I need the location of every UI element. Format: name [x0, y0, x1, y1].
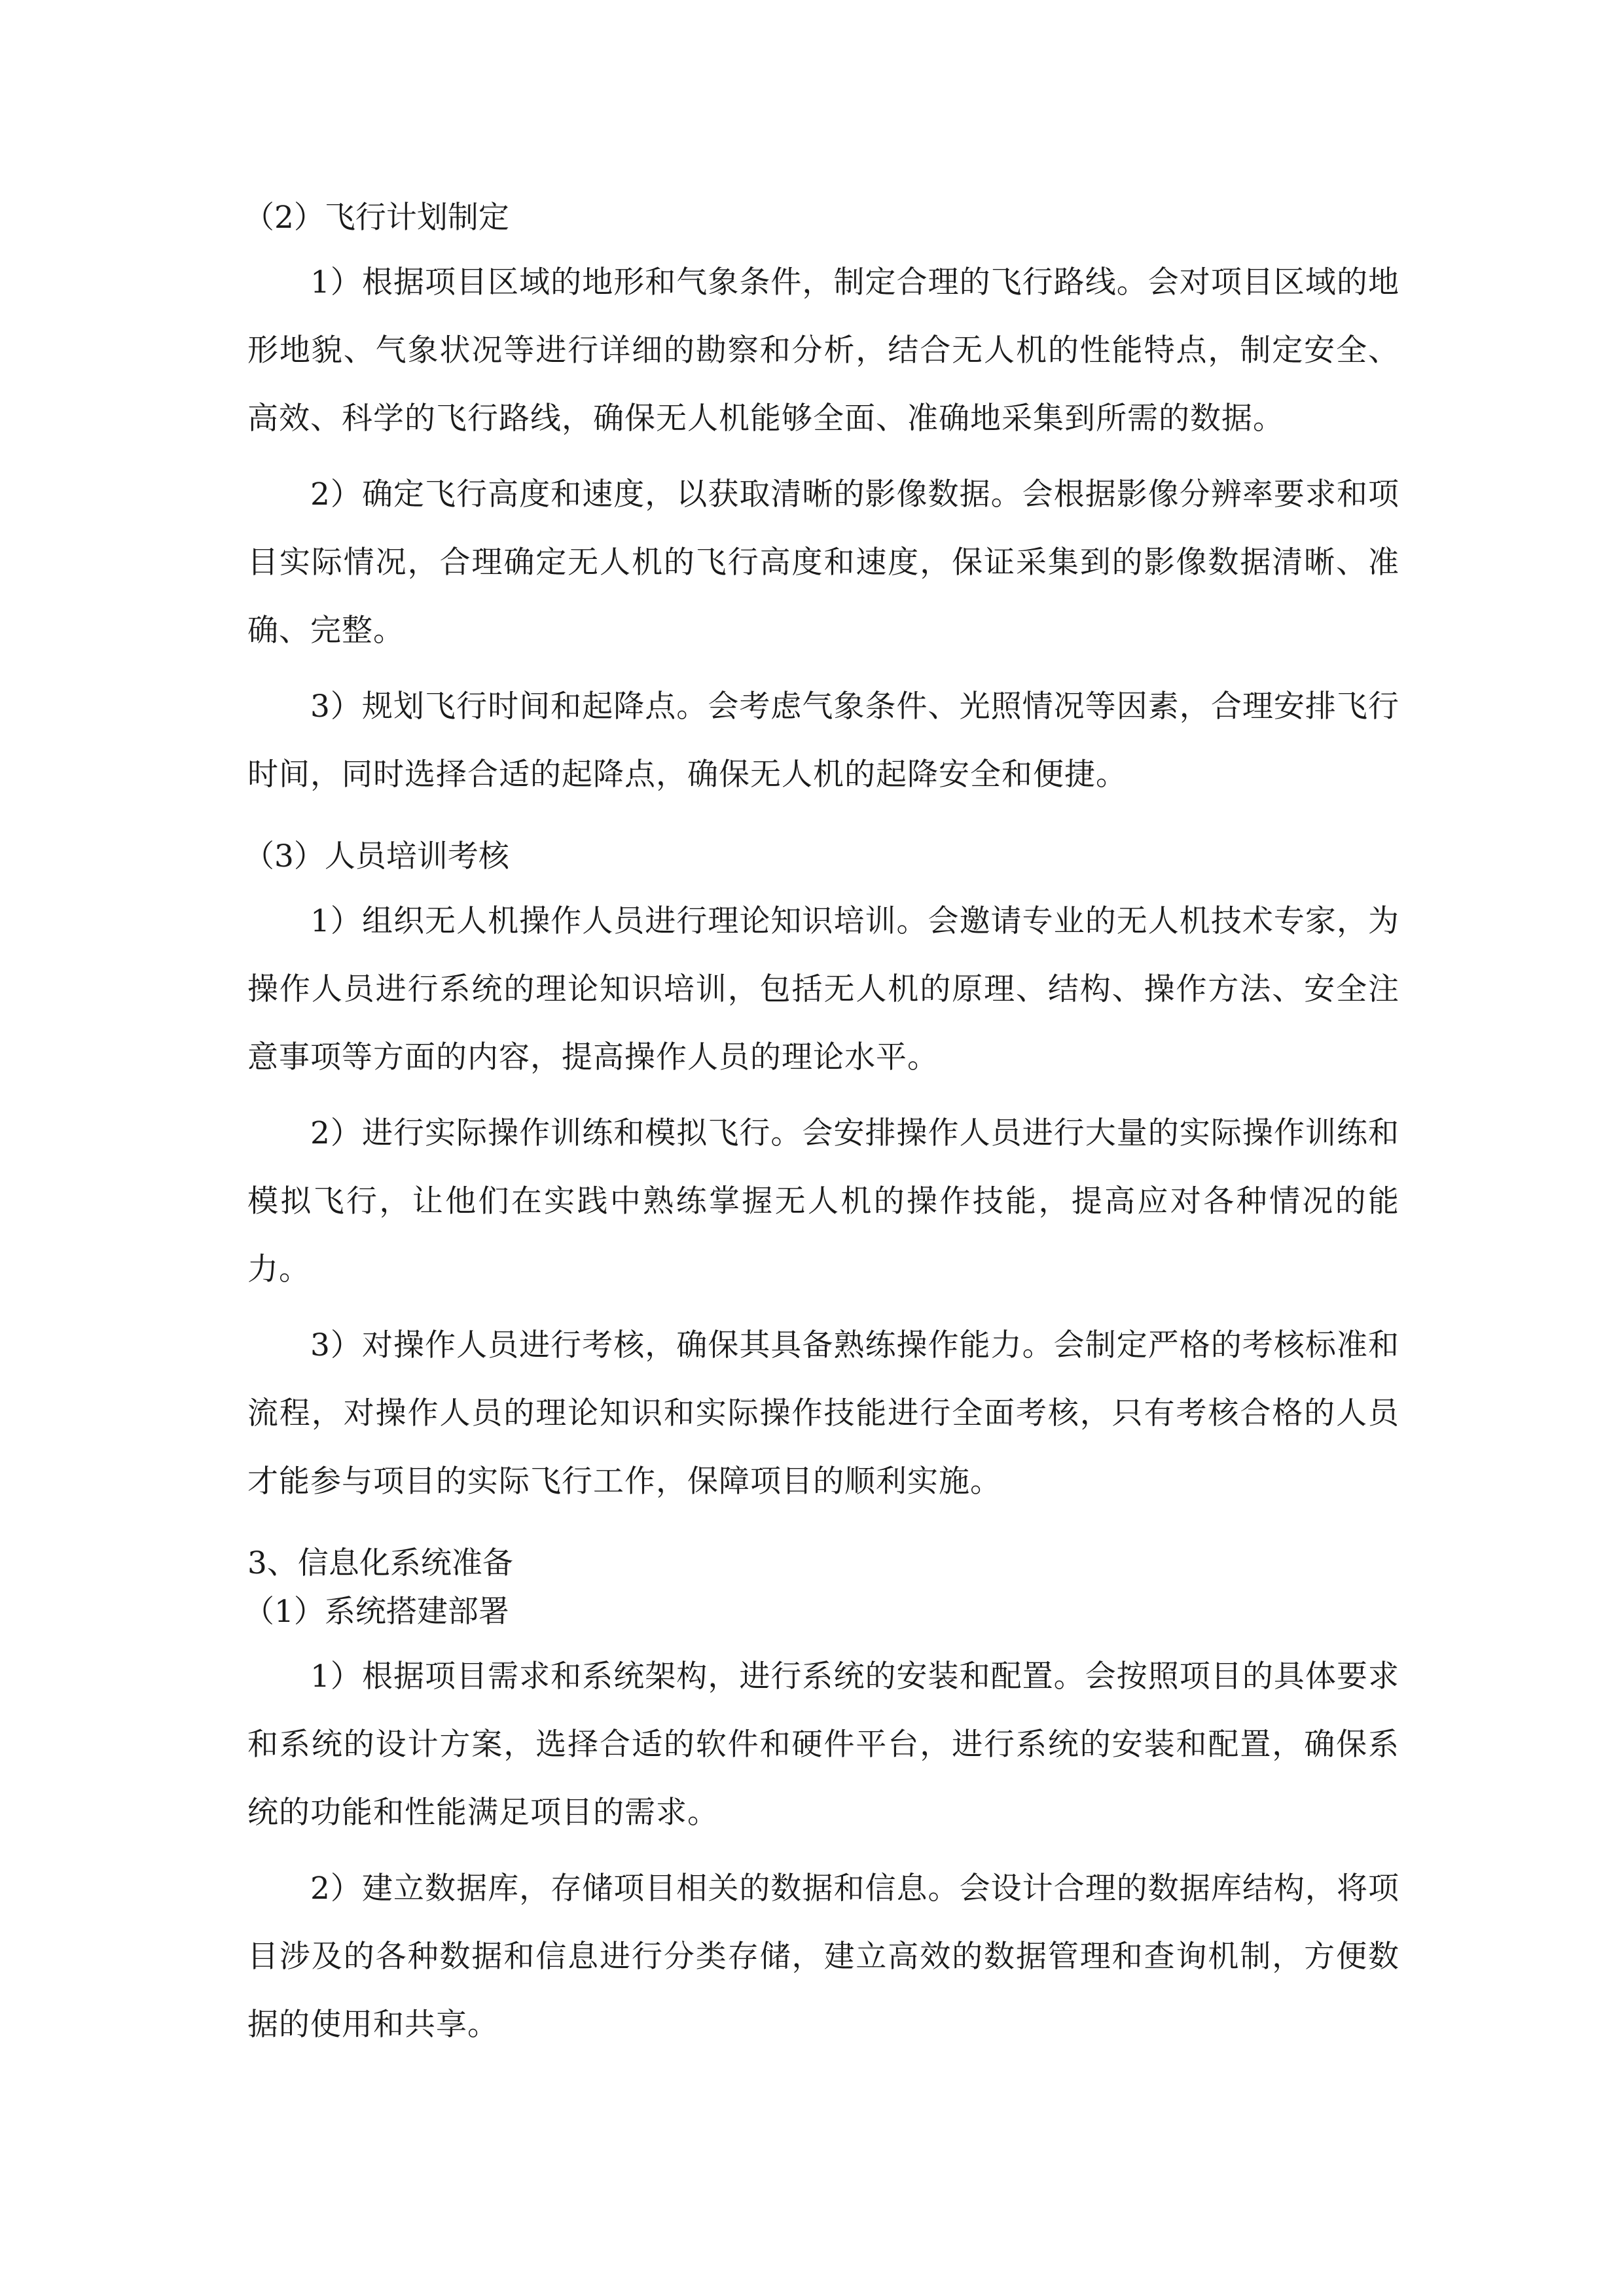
- chapter-heading-information-system: 3、信息化系统准备: [247, 1545, 513, 1581]
- paragraph: 2）确定飞行高度和速度，以获取清晰的影像数据。会根据影像分辨率要求和项目实际情况，合理确定无人机的飞行高度和速度，保证采集到的影像数据清晰、准确、完整。: [247, 476, 1399, 649]
- paragraph: 3）规划飞行时间和起降点。会考虑气象条件、光照情况等因素，合理安排飞行时间，同时选择合适的起降点，确保无人机的起降安全和便捷。: [247, 689, 1399, 793]
- paragraph: 3）对操作人员进行考核，确保其具备熟练操作能力。会制定严格的考核标准和流程，对操作人员的理论知识和实际操作技能进行全面考核，只有考核合格的人员才能参与项目的实际飞行工作，保障项目的顺利实施。: [247, 1327, 1399, 1499]
- section-heading-system-deployment: （1）系统搭建部署: [244, 1594, 509, 1630]
- paragraph: 1）组织无人机操作人员进行理论知识培训。会邀请专业的无人机技术专家，为操作人员进行系统的理论知识培训，包括无人机的原理、结构、操作方法、安全注意事项等方面的内容，提高操作人员的理论水平。: [247, 903, 1399, 1075]
- paragraph: 2）进行实际操作训练和模拟飞行。会安排操作人员进行大量的实际操作训练和模拟飞行，让他们在实践中熟练掌握无人机的操作技能，提高应对各种情况的能力。: [247, 1115, 1399, 1287]
- paragraph: 2）建立数据库，存储项目相关的数据和信息。会设计合理的数据库结构，将项目涉及的各种数据和信息进行分类存储，建立高效的数据管理和查询机制，方便数据的使用和共享。: [247, 1871, 1399, 2043]
- section-heading-flight-plan: （2）飞行计划制定: [244, 200, 509, 236]
- document-body: [244, 194, 1399, 2059]
- paragraph: 1）根据项目需求和系统架构，进行系统的安装和配置。会按照项目的具体要求和系统的设计方案，选择合适的软件和硬件平台，进行系统的安装和配置，确保系统的功能和性能满足项目的需求。: [247, 1659, 1399, 1831]
- paragraph: 1）根据项目区域的地形和气象条件，制定合理的飞行路线。会对项目区域的地形地貌、气象状况等进行详细的勘察和分析，结合无人机的性能特点，制定安全、高效、科学的飞行路线，确保无人机能够全面、准确地采集到所需的数据。: [247, 264, 1399, 437]
- section-heading-personnel-training: （3）人员培训考核: [244, 838, 509, 874]
